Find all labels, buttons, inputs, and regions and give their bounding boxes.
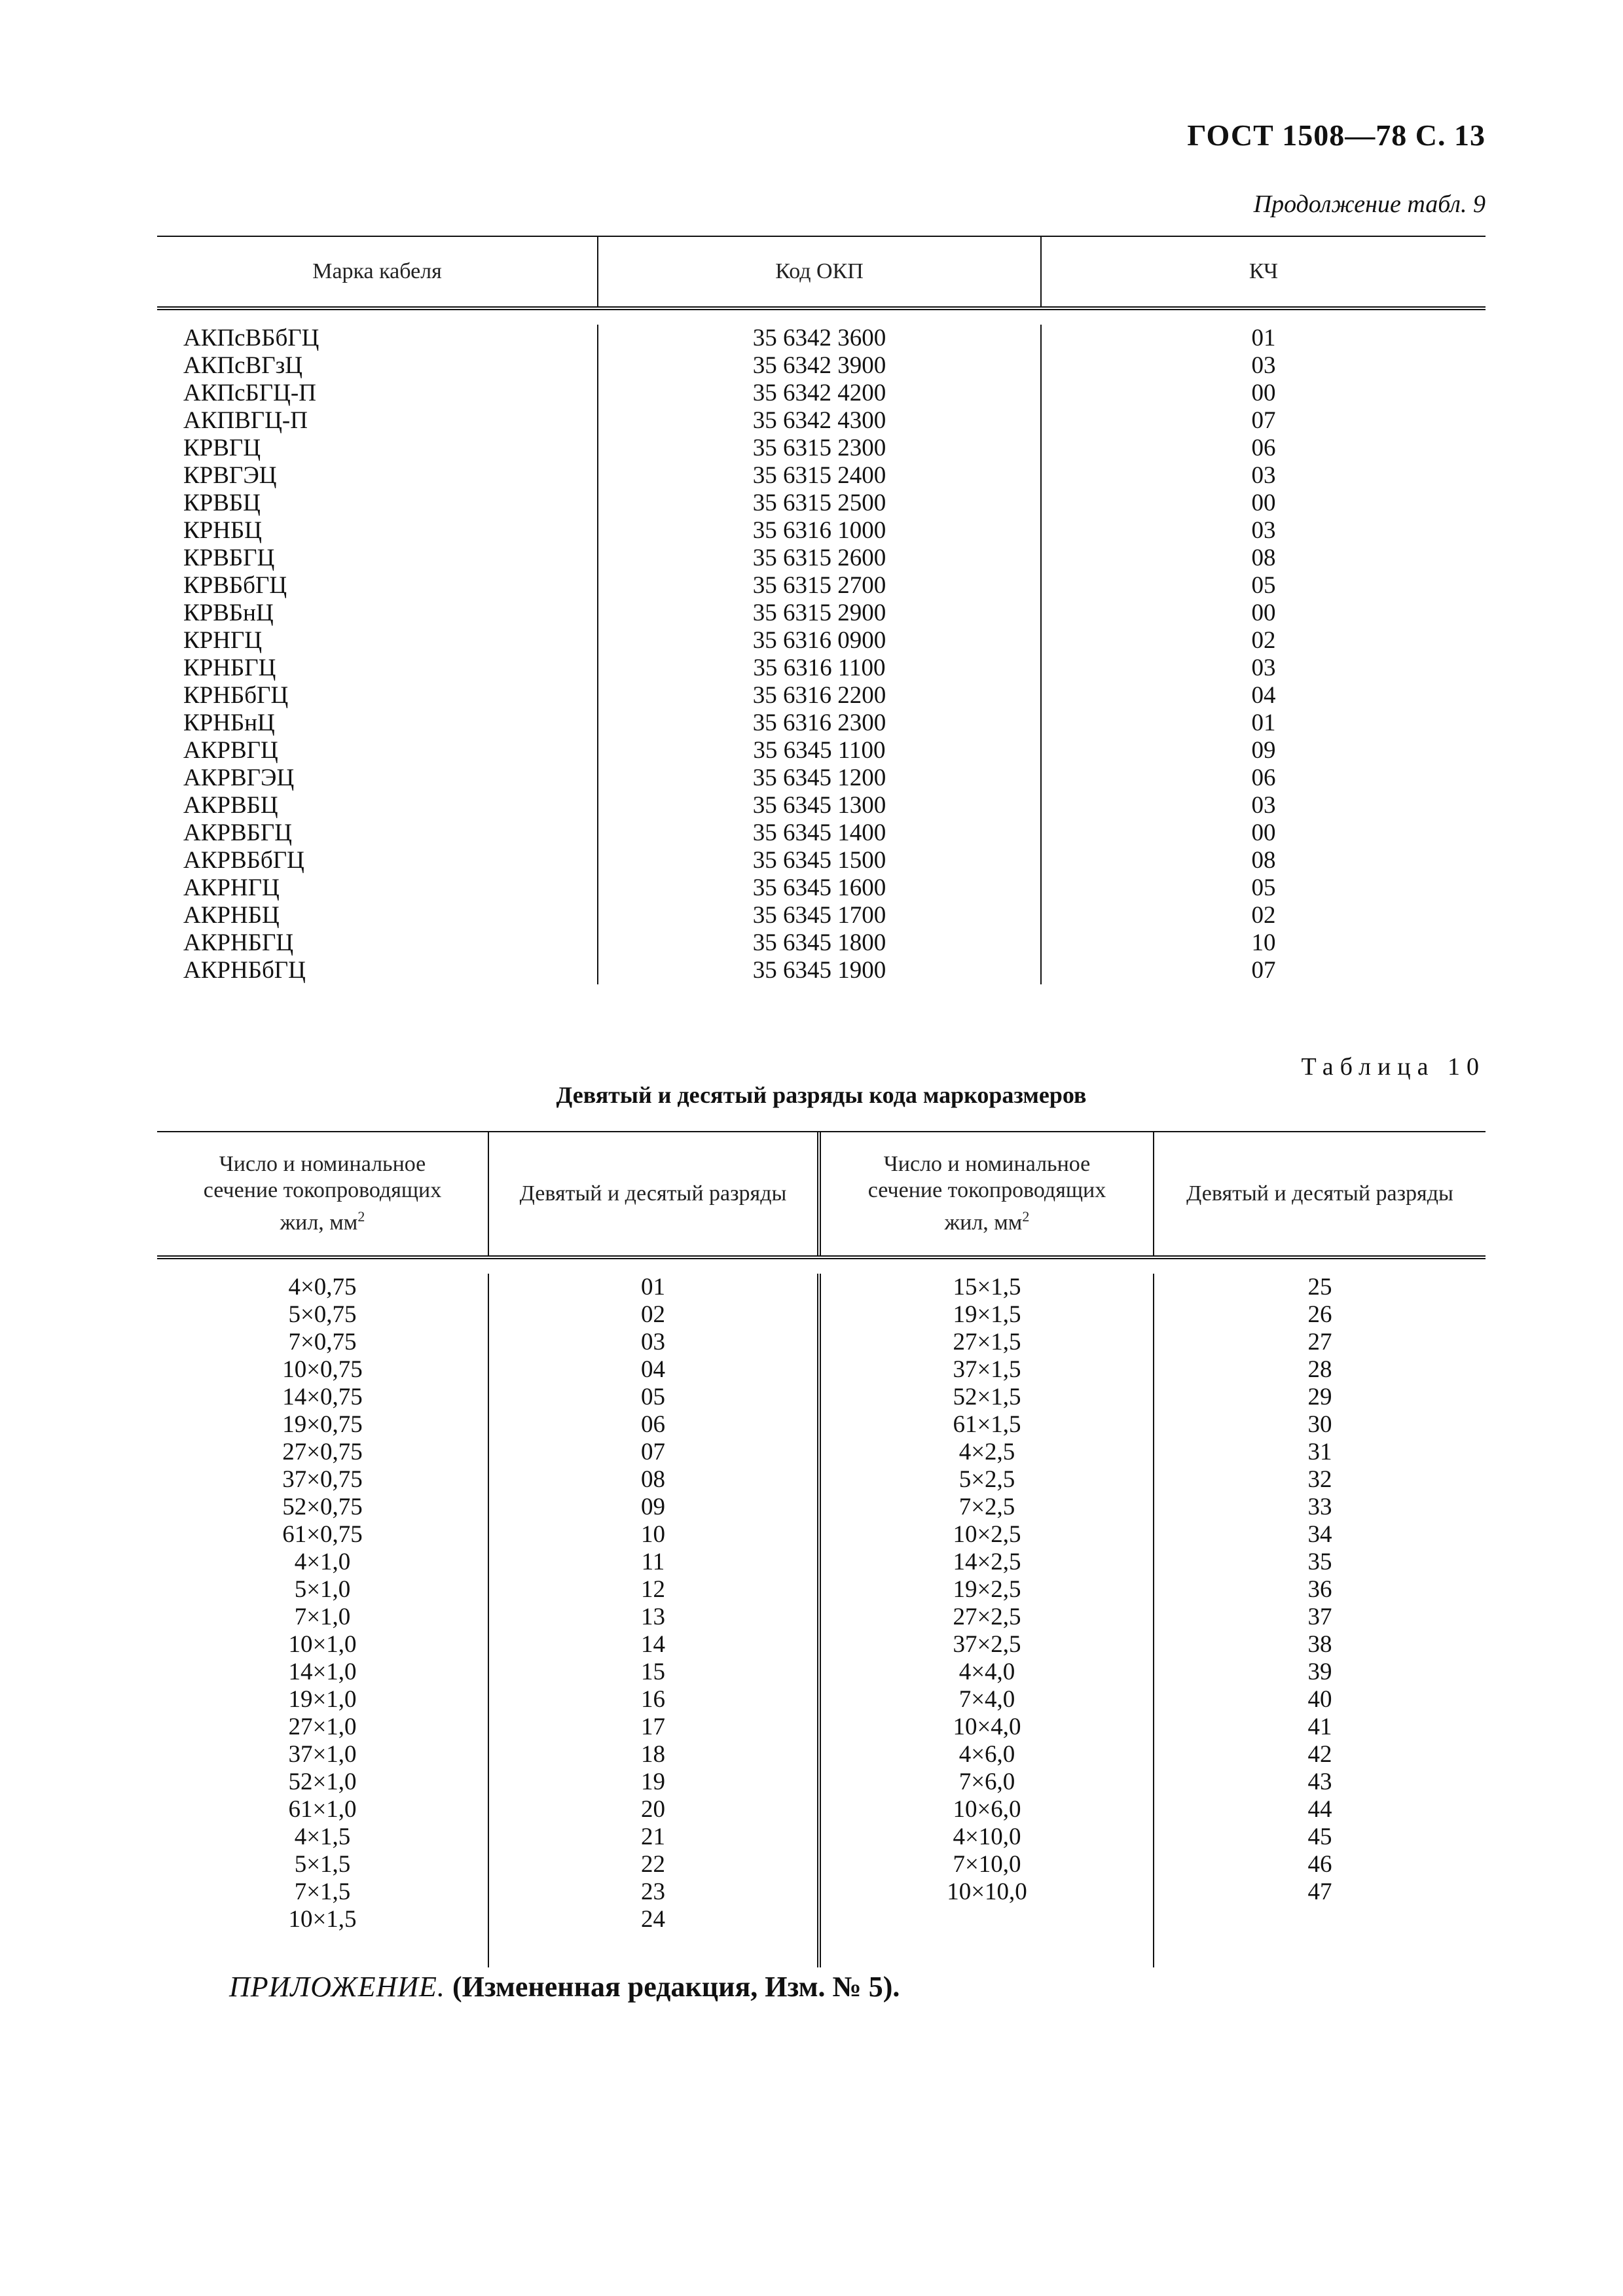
- table-cell: АКРВГЭЦ: [183, 764, 295, 791]
- table-cell: 35 6345 1600: [752, 874, 886, 901]
- table-cell: КРНБЦ: [183, 517, 262, 544]
- table-cell: 14: [641, 1631, 665, 1658]
- table-cell: 00: [1251, 600, 1276, 626]
- table-cell: 07: [1251, 957, 1276, 984]
- table-cell: 10×0,75: [282, 1356, 363, 1383]
- table-cell: АКПсВГзЦ: [183, 352, 302, 379]
- table-cell: 35 6315 2900: [752, 600, 886, 626]
- table-cell: 15: [641, 1659, 665, 1685]
- table-cell: 61×1,5: [953, 1411, 1021, 1438]
- table-cell: КРНБнЦ: [183, 709, 275, 736]
- table-cell: 5×1,0: [294, 1576, 351, 1603]
- table-cell: 35 6342 4200: [752, 380, 886, 406]
- table-cell: 40: [1307, 1686, 1332, 1713]
- table-cell: 37×1,0: [288, 1741, 357, 1768]
- table-cell: 05: [641, 1384, 665, 1410]
- table-cell: 35 6345 1100: [753, 737, 886, 764]
- table-cell: КРВГЦ: [183, 435, 261, 461]
- table-cell: 02: [1251, 627, 1276, 654]
- table-cell: 4×2,5: [958, 1439, 1015, 1465]
- table-cell: 28: [1307, 1356, 1332, 1383]
- table-cell: 4×4,0: [958, 1659, 1015, 1685]
- table-cell: 4×10,0: [953, 1823, 1021, 1850]
- table-9-header: [157, 236, 1486, 310]
- table-cell: 4×1,5: [294, 1823, 351, 1850]
- table-cell: 37×2,5: [953, 1631, 1021, 1658]
- table-cell: АКРВБГЦ: [183, 819, 293, 846]
- table-cell: 11: [641, 1549, 665, 1575]
- table-cell: АКРНБЦ: [183, 902, 280, 929]
- table-cell: АКРВБбГЦ: [183, 847, 304, 874]
- table-cell: 07: [641, 1439, 665, 1465]
- table-cell: 00: [1251, 819, 1276, 846]
- table-cell: 33: [1307, 1494, 1332, 1520]
- table-cell: АКРВБЦ: [183, 792, 278, 819]
- table-cell: АКРНБбГЦ: [183, 957, 306, 984]
- table-cell: 06: [641, 1411, 665, 1438]
- table-cell: 08: [641, 1466, 665, 1493]
- table-cell: 41: [1307, 1713, 1332, 1740]
- table-cell: 27×1,0: [288, 1713, 357, 1740]
- header-text: жил, мм: [280, 1210, 358, 1235]
- table-cell: 10×1,0: [288, 1631, 357, 1658]
- table-cell: 35 6342 3600: [752, 325, 886, 351]
- header-text: жил, мм: [944, 1210, 1023, 1235]
- table-cell: 7×6,0: [958, 1768, 1015, 1795]
- superscript: 2: [357, 1208, 365, 1225]
- table-cell: 32: [1307, 1466, 1332, 1493]
- table-cell: 13: [641, 1604, 665, 1630]
- header-text: сечение токопроводящих: [867, 1178, 1106, 1203]
- table-cell: 61×0,75: [282, 1521, 363, 1548]
- table-9-col-okp-code: [598, 325, 1042, 984]
- table-cell: 12: [641, 1576, 665, 1603]
- table-cell: 7×0,75: [288, 1329, 357, 1355]
- table-cell: КРВБнЦ: [183, 600, 274, 626]
- table-cell: 35 6315 2300: [752, 435, 886, 461]
- table-cell: 10×2,5: [953, 1521, 1021, 1548]
- table-cell: КРВБЦ: [183, 490, 261, 516]
- table-cell: 27: [1307, 1329, 1332, 1355]
- table-cell: 26: [1307, 1301, 1332, 1328]
- table-cell: 52×1,0: [288, 1768, 357, 1795]
- table-cell: АКПВГЦ-П: [183, 407, 308, 434]
- table-10-header: [157, 1131, 1486, 1259]
- header-text: сечение токопроводящих: [203, 1178, 442, 1203]
- table-cell: 35 6316 2300: [752, 709, 886, 736]
- table-cell: 27×0,75: [282, 1439, 363, 1465]
- table-cell: 37×1,5: [953, 1356, 1021, 1383]
- table-cell: АКРНГЦ: [183, 874, 280, 901]
- table-cell: 7×2,5: [958, 1494, 1015, 1520]
- table-cell: 37×0,75: [282, 1466, 363, 1493]
- table-cell: 35: [1307, 1549, 1332, 1575]
- table-cell: 7×1,0: [294, 1604, 351, 1630]
- table-cell: 7×4,0: [958, 1686, 1015, 1713]
- table-cell: 19×1,0: [288, 1686, 357, 1713]
- table-cell: 20: [641, 1796, 665, 1823]
- table-10-col-digits-right: [1154, 1274, 1486, 1967]
- table-cell: 5×1,5: [294, 1851, 351, 1878]
- table-cell: 7×10,0: [953, 1851, 1021, 1878]
- table-cell: 10×6,0: [953, 1796, 1021, 1823]
- table-cell: КРВБГЦ: [183, 545, 275, 571]
- table-cell: 29: [1307, 1384, 1332, 1410]
- table-cell: 35 6345 1200: [752, 764, 886, 791]
- table-cell: 03: [1251, 792, 1276, 819]
- table-cell: 15×1,5: [953, 1274, 1021, 1300]
- table-10-header-size-left: [157, 1132, 489, 1255]
- table-cell: 43: [1307, 1768, 1332, 1795]
- table-cell: 14×1,0: [288, 1659, 357, 1685]
- table-cell: 07: [1251, 407, 1276, 434]
- table-cell: 03: [1251, 352, 1276, 379]
- table-cell: 35 6316 0900: [752, 627, 886, 654]
- table-cell: 35 6345 1900: [752, 957, 886, 984]
- table-cell: 35 6315 2700: [752, 572, 886, 599]
- table-cell: 09: [641, 1494, 665, 1520]
- page-header: ГОСТ 1508—78 С. 13: [1187, 118, 1486, 152]
- table-9-col-kch: [1042, 325, 1486, 984]
- table-10-label: Таблица 10: [1301, 1053, 1486, 1081]
- table-cell: 06: [1251, 435, 1276, 461]
- table-cell: 46: [1307, 1851, 1332, 1878]
- header-text: Число и номинальное: [219, 1152, 426, 1177]
- table-cell: 35 6316 1100: [753, 655, 886, 681]
- table-cell: КРВБбГЦ: [183, 572, 287, 599]
- table-cell: 00: [1251, 490, 1276, 516]
- table-cell: АКПсВБбГЦ: [183, 325, 319, 351]
- table-continuation-note: Продолжение табл. 9: [1253, 190, 1486, 218]
- table-cell: 37: [1307, 1604, 1332, 1630]
- table-10-col-size-left: [157, 1274, 489, 1967]
- table-cell: 35 6316 1000: [752, 517, 886, 544]
- header-text: Число и номинальное: [883, 1152, 1091, 1177]
- table-cell: 61×1,0: [288, 1796, 357, 1823]
- table-cell: 01: [1251, 325, 1276, 351]
- table-cell: 35 6345 1800: [752, 929, 886, 956]
- table-cell: 09: [1251, 737, 1276, 764]
- table-10-title: Девятый и десятый разряды кода маркоразмеров: [556, 1082, 1087, 1108]
- table-cell: АКРНБГЦ: [183, 929, 294, 956]
- table-cell: 35 6342 3900: [752, 352, 886, 379]
- table-cell: 44: [1307, 1796, 1332, 1823]
- table-cell: 18: [641, 1741, 665, 1768]
- table-cell: 24: [641, 1906, 665, 1933]
- table-cell: 35 6316 2200: [752, 682, 886, 709]
- table-cell: 23: [641, 1878, 665, 1905]
- table-10-header-digits-right: Девятый и десятый разряды: [1186, 1181, 1453, 1206]
- table-cell: 38: [1307, 1631, 1332, 1658]
- table-cell: 35 6315 2400: [752, 462, 886, 489]
- table-cell: 03: [1251, 655, 1276, 681]
- table-cell: 47: [1307, 1878, 1332, 1905]
- table-9-header-cable-brand: Марка кабеля: [157, 237, 598, 306]
- table-cell: КРНБГЦ: [183, 655, 276, 681]
- table-cell: 03: [641, 1329, 665, 1355]
- table-cell: 19×2,5: [953, 1576, 1021, 1603]
- table-cell: 22: [641, 1851, 665, 1878]
- footnote-revision: (Измененная редакция, Изм. № 5).: [452, 1971, 900, 2003]
- table-cell: 35 6345 1400: [752, 819, 886, 846]
- table-10: [157, 1131, 1486, 1969]
- table-cell: 05: [1251, 572, 1276, 599]
- table-cell: 10×4,0: [953, 1713, 1021, 1740]
- table-cell: 19×0,75: [282, 1411, 363, 1438]
- table-cell: 21: [641, 1823, 665, 1850]
- table-cell: 17: [641, 1713, 665, 1740]
- table-9-header-okp-code: Код ОКП: [598, 237, 1042, 306]
- table-10-header-size-right: [821, 1132, 1154, 1255]
- table-cell: 35 6315 2500: [752, 490, 886, 516]
- table-cell: 03: [1251, 462, 1276, 489]
- footnote-appendix: ПРИЛОЖЕНИЕ.: [229, 1971, 445, 2003]
- table-cell: 4×0,75: [288, 1274, 357, 1300]
- table-cell: 08: [1251, 545, 1276, 571]
- table-cell: 25: [1307, 1274, 1332, 1300]
- table-cell: 52×0,75: [282, 1494, 363, 1520]
- table-cell: 35 6345 1500: [752, 847, 886, 874]
- table-cell: 04: [641, 1356, 665, 1383]
- table-9-body: [157, 310, 1486, 988]
- table-cell: КРВГЭЦ: [183, 462, 277, 489]
- table-cell: 31: [1307, 1439, 1332, 1465]
- table-cell: 5×0,75: [288, 1301, 357, 1328]
- table-cell: 02: [1251, 902, 1276, 929]
- table-cell: 35 6342 4300: [752, 407, 886, 434]
- table-cell: 19×1,5: [953, 1301, 1021, 1328]
- superscript: 2: [1022, 1208, 1030, 1225]
- table-cell: 35 6345 1700: [752, 902, 886, 929]
- table-cell: 39: [1307, 1659, 1332, 1685]
- table-9: [157, 236, 1486, 988]
- table-cell: 10: [641, 1521, 665, 1548]
- table-cell: 5×2,5: [958, 1466, 1015, 1493]
- table-cell: 05: [1251, 874, 1276, 901]
- table-cell: 45: [1307, 1823, 1332, 1850]
- table-cell: 27×1,5: [953, 1329, 1021, 1355]
- table-9-col-cable-brand: [157, 325, 598, 984]
- table-cell: 06: [1251, 764, 1276, 791]
- table-cell: 01: [1251, 709, 1276, 736]
- table-cell: 02: [641, 1301, 665, 1328]
- table-cell: 42: [1307, 1741, 1332, 1768]
- table-10-col-digits-left: [489, 1274, 821, 1967]
- table-cell: 10: [1251, 929, 1276, 956]
- table-cell: 35 6315 2600: [752, 545, 886, 571]
- footnote: [229, 1970, 900, 2003]
- table-9-header-kch: КЧ: [1249, 259, 1279, 283]
- table-cell: 34: [1307, 1521, 1332, 1548]
- table-cell: КРНБбГЦ: [183, 682, 289, 709]
- table-cell: 08: [1251, 847, 1276, 874]
- table-10-body: [157, 1259, 1486, 1969]
- table-cell: 35 6345 1300: [752, 792, 886, 819]
- table-cell: 14×0,75: [282, 1384, 363, 1410]
- table-cell: 52×1,5: [953, 1384, 1021, 1410]
- table-cell: 01: [641, 1274, 665, 1300]
- table-10-col-size-right: [821, 1274, 1154, 1967]
- table-cell: 4×1,0: [294, 1549, 351, 1575]
- table-cell: 7×1,5: [294, 1878, 351, 1905]
- table-cell: 19: [641, 1768, 665, 1795]
- table-cell: 36: [1307, 1576, 1332, 1603]
- table-cell: 10×10,0: [947, 1878, 1027, 1905]
- table-cell: 04: [1251, 682, 1276, 709]
- table-cell: 30: [1307, 1411, 1332, 1438]
- table-cell: 27×2,5: [953, 1604, 1021, 1630]
- table-cell: 03: [1251, 517, 1276, 544]
- table-cell: 14×2,5: [953, 1549, 1021, 1575]
- table-cell: АКРВГЦ: [183, 737, 278, 764]
- table-cell: АКПсБГЦ-П: [183, 380, 316, 406]
- table-cell: 00: [1251, 380, 1276, 406]
- table-cell: 4×6,0: [958, 1741, 1015, 1768]
- table-10-header-digits-left: Девятый и десятый разряды: [489, 1132, 821, 1255]
- table-cell: КРНГЦ: [183, 627, 263, 654]
- table-cell: 16: [641, 1686, 665, 1713]
- table-cell: 10×1,5: [288, 1906, 357, 1933]
